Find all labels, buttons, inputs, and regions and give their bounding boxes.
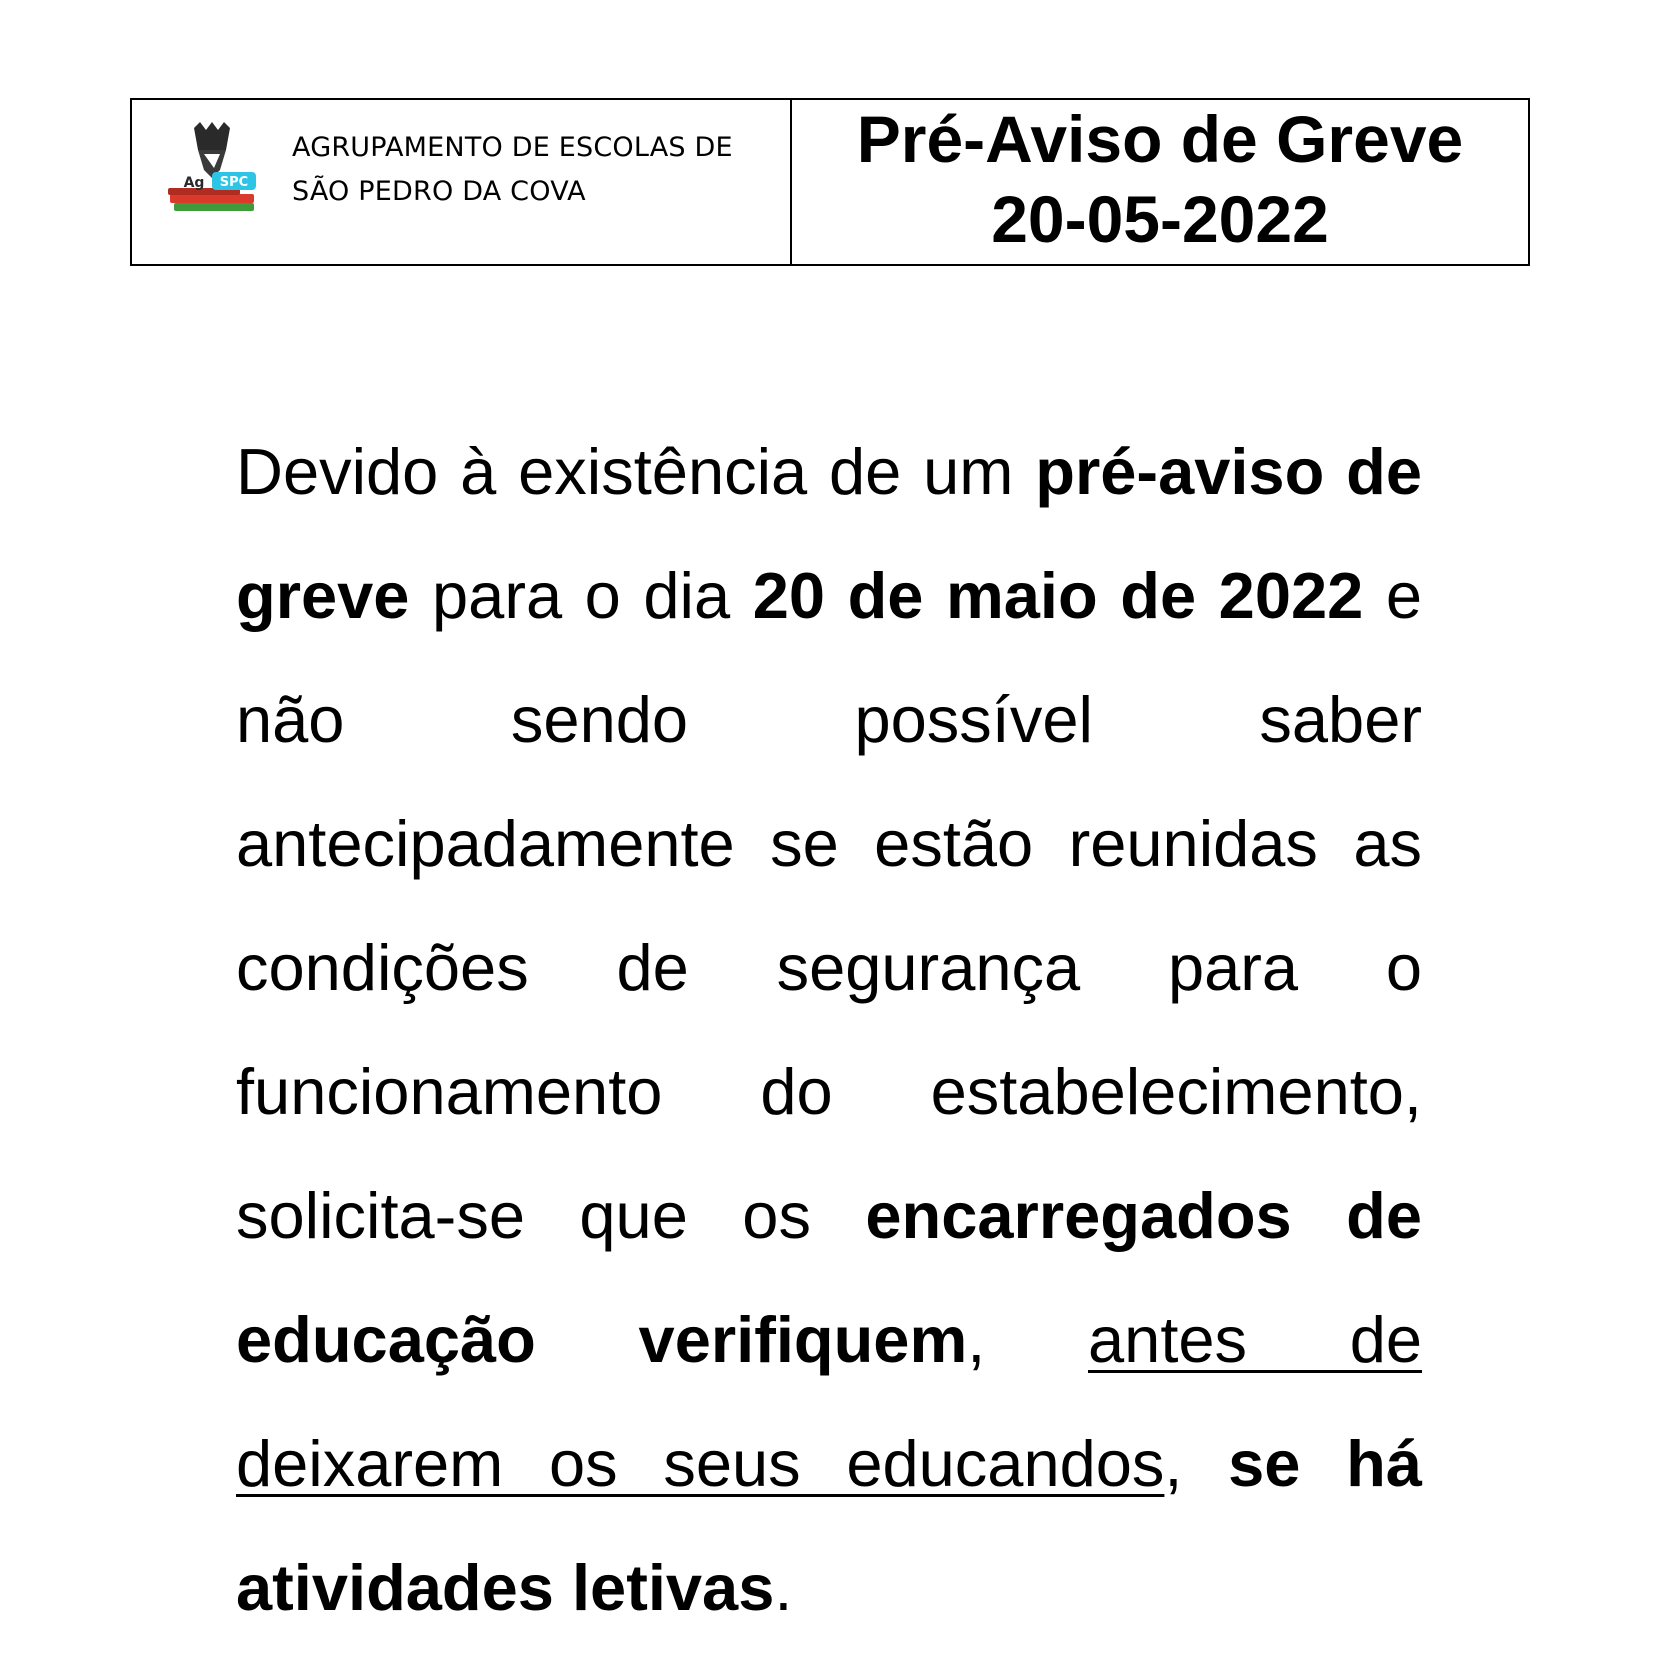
notice-date: 20-05-2022: [991, 182, 1329, 256]
svg-text:Ag: Ag: [183, 175, 205, 191]
body-underline-before-leaving: antes de deixarem os seus educandos: [236, 1303, 1423, 1500]
body-text-1: Devido à existência de um: [236, 435, 1036, 508]
header-box: [130, 98, 1530, 266]
body-bold-activities: se há atividades letivas: [236, 1427, 1422, 1624]
notice-title: Pré-Aviso de Greve: [856, 102, 1464, 176]
svg-text:SPC: SPC: [219, 175, 249, 190]
body-text-2: para o dia: [409, 559, 753, 632]
body-text-5: ,: [1164, 1427, 1229, 1500]
body-text-3: e não sendo possível saber antecipadamente se estão reunidas as condições de segurança para o funcionamento do estabelecimento, solicita-se que os: [236, 559, 1422, 1252]
notice-cell: [792, 100, 1528, 264]
body-bold-strike-notice: pré-aviso de greve: [236, 435, 1422, 632]
notice-body: [236, 410, 1422, 1650]
school-cell: [132, 100, 792, 264]
school-name-line1: AGRUPAMENTO DE ESCOLAS DE: [292, 132, 733, 163]
body-text-6: .: [774, 1551, 793, 1624]
school-name-line2: SÃO PEDRO DA COVA: [292, 176, 586, 207]
body-bold-date: 20 de maio de 2022: [752, 559, 1364, 632]
school-logo-icon: [164, 120, 264, 220]
body-bold-guardians: encarregados de educação verifiquem: [236, 1179, 1422, 1376]
school-name: [292, 126, 733, 214]
body-text-4: ,: [967, 1303, 1089, 1376]
